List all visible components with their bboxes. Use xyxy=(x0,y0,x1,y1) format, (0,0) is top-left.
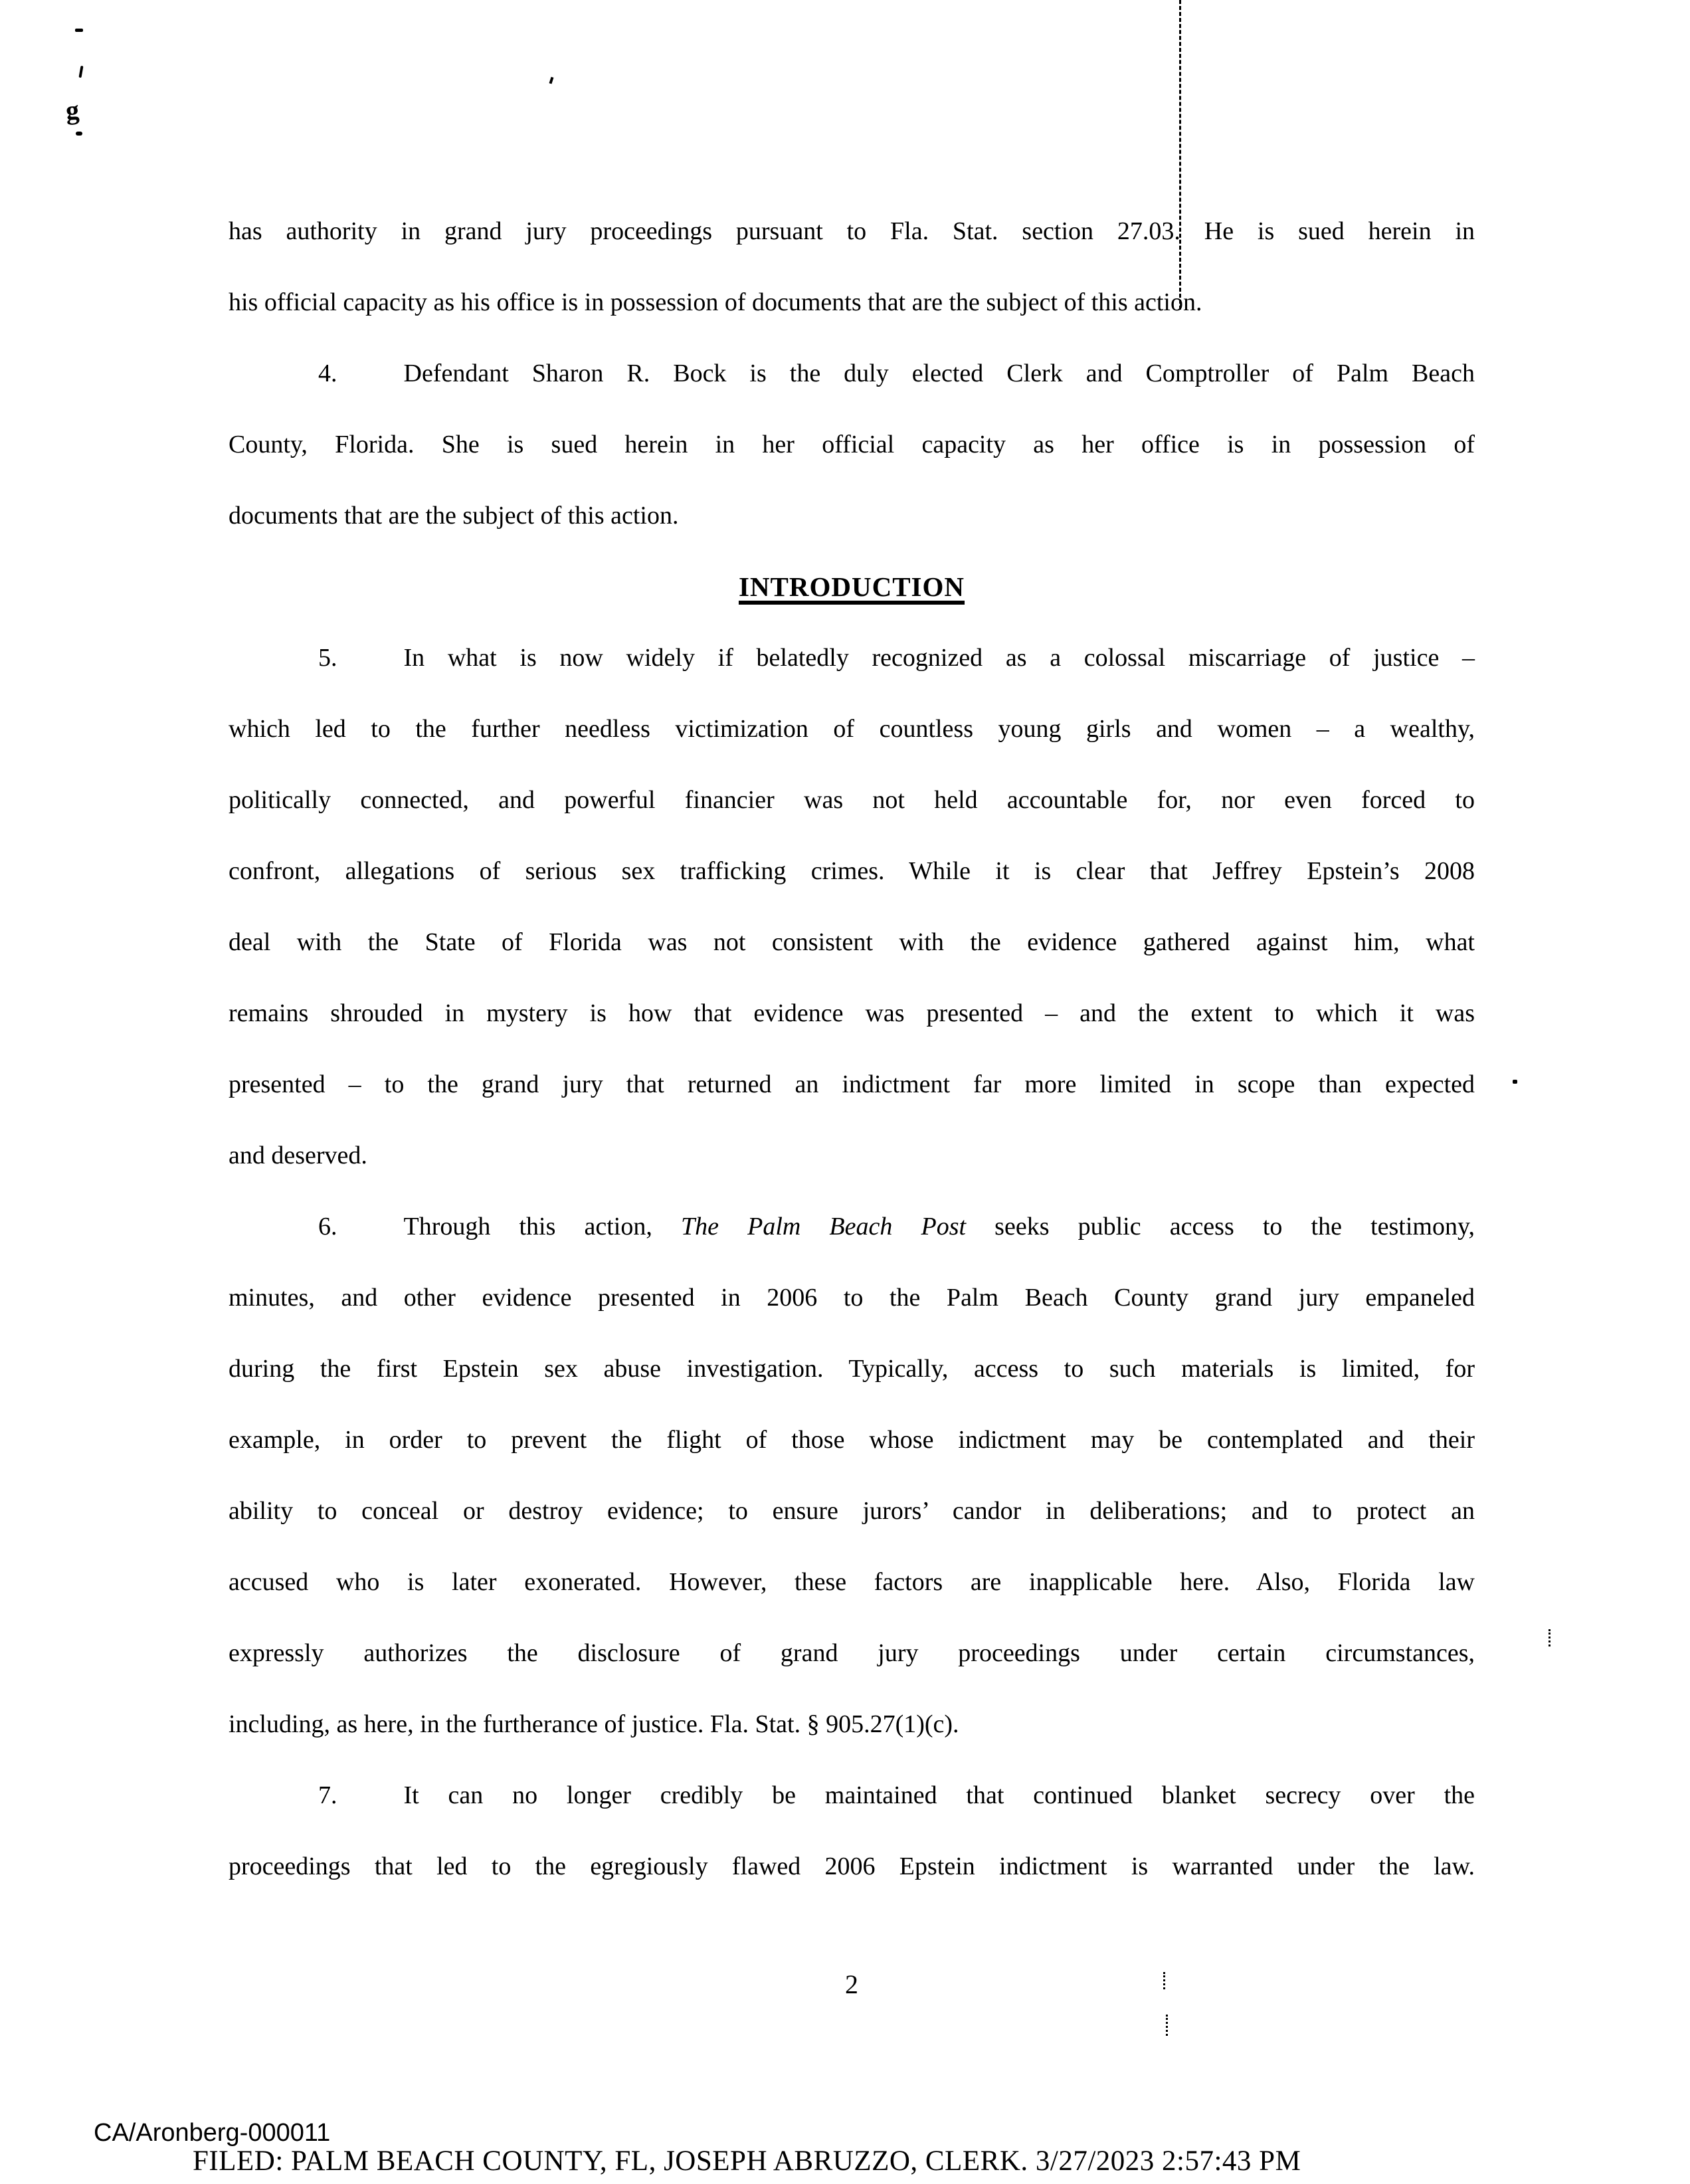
paragraph-number: 7. xyxy=(318,1781,337,1809)
scan-artifact-tick xyxy=(78,66,83,78)
text-segment: during the first Epstein sex abuse investigation. Typically, access to such materials is limited, for xyxy=(229,1355,1475,1383)
text-segment: In what is now widely if belatedly recognized as a colossal miscarriage of justice – xyxy=(403,644,1475,672)
text-segment: including, as here, in the furtherance of justice. Fla. Stat. § 905.27(1)(c). xyxy=(229,1710,959,1738)
text-line xyxy=(229,480,1475,551)
scan-artifact-tick xyxy=(549,77,554,84)
text-segment: expressly authorizes the disclosure of grand jury proceedings under certain circumstances, xyxy=(229,1639,1475,1667)
text-segment: Defendant Sharon R. Bock is the duly elected Clerk and Comptroller of Palm Beach xyxy=(403,359,1475,387)
text-line xyxy=(229,1334,1475,1405)
italic-text: The Palm Beach Post xyxy=(680,1213,967,1241)
text-segment: his official capacity as his office is in possession of documents that are the subject of this action. xyxy=(229,288,1202,316)
bates-stamp: CA/Aronberg-000011 xyxy=(94,2119,331,2147)
text-line xyxy=(229,836,1475,907)
scan-artifact-dots xyxy=(1549,1629,1550,1646)
text-segment: minutes, and other evidence presented in 2006 to the Palm Beach County grand jury empaneled xyxy=(229,1284,1475,1312)
text-line xyxy=(229,907,1475,978)
text-segment: has authority in grand jury proceedings pursuant to Fla. Stat. section 27.03. He is sued herein in xyxy=(229,217,1475,245)
paragraph-number: 6. xyxy=(318,1213,337,1241)
scan-artifact-dash xyxy=(75,29,83,32)
text-segment: remains shrouded in mystery is how that evidence was presented – and the extent to which it was xyxy=(229,999,1475,1027)
text-line xyxy=(229,1760,1475,1831)
filed-stamp: FILED: PALM BEACH COUNTY, FL, JOSEPH ABRUZZO, CLERK. 3/27/2023 2:57:43 PM xyxy=(193,2145,1301,2177)
text-line xyxy=(229,196,1475,267)
text-line xyxy=(229,1476,1475,1547)
text-line xyxy=(229,978,1475,1049)
text-segment: County, Florida. She is sued herein in her official capacity as her office is in possession of xyxy=(229,431,1475,458)
section-heading-text: INTRODUCTION xyxy=(738,571,965,602)
text-line xyxy=(229,1689,1475,1760)
paragraph-number: 5. xyxy=(318,644,337,672)
text-segment: documents that are the subject of this action. xyxy=(229,502,679,530)
text-line xyxy=(229,338,1475,409)
text-line xyxy=(229,1618,1475,1689)
text-segment: accused who is later exonerated. However, these factors are inapplicable here. Also, Florida law xyxy=(229,1568,1475,1596)
text-line xyxy=(229,623,1475,694)
text-segment: example, in order to prevent the flight of those whose indictment may be contemplated and their xyxy=(229,1426,1475,1454)
text-segment: which led to the further needless victimization of countless young girls and women – a wealthy, xyxy=(229,715,1475,743)
text-segment: ability to conceal or destroy evidence; to ensure jurors’ candor in deliberations; and to protect an xyxy=(229,1497,1475,1525)
paragraph-number: 4. xyxy=(318,359,337,387)
text-line xyxy=(229,409,1475,480)
text-segment: politically connected, and powerful financier was not held accountable for, nor even forced to xyxy=(229,786,1475,814)
scan-artifact-dot xyxy=(1513,1080,1517,1084)
scan-artifact-glyph: g xyxy=(64,94,80,126)
text-line xyxy=(229,1405,1475,1476)
text-line xyxy=(229,1547,1475,1618)
text-line xyxy=(229,765,1475,836)
scan-artifact-dot xyxy=(76,132,82,136)
text-segment: seeks public access to the testimony, xyxy=(966,1213,1475,1241)
text-segment: Through this action, xyxy=(403,1213,681,1241)
text-line xyxy=(229,1120,1475,1191)
text-line xyxy=(229,1831,1475,1902)
text-segment: confront, allegations of serious sex trafficking crimes. While it is clear that Jeffrey Epstein’s 2008 xyxy=(229,857,1475,885)
text-segment: deal with the State of Florida was not consistent with the evidence gathered against him, what xyxy=(229,928,1475,956)
text-segment: and deserved. xyxy=(229,1142,367,1169)
text-segment: presented – to the grand jury that returned an indictment far more limited in scope than expected xyxy=(229,1070,1475,1098)
text-line xyxy=(229,1049,1475,1120)
text-line xyxy=(229,267,1475,338)
section-heading xyxy=(229,551,1475,623)
text-line xyxy=(229,694,1475,765)
text-line xyxy=(229,1262,1475,1334)
text-segment: proceedings that led to the egregiously flawed 2006 Epstein indictment is warranted under the law. xyxy=(229,1852,1475,1880)
text-segment: It can no longer credibly be maintained that continued blanket secrecy over the xyxy=(403,1781,1475,1809)
page-number: 2 xyxy=(845,1969,858,1999)
text-line xyxy=(229,1191,1475,1262)
document-body xyxy=(229,196,1475,1902)
